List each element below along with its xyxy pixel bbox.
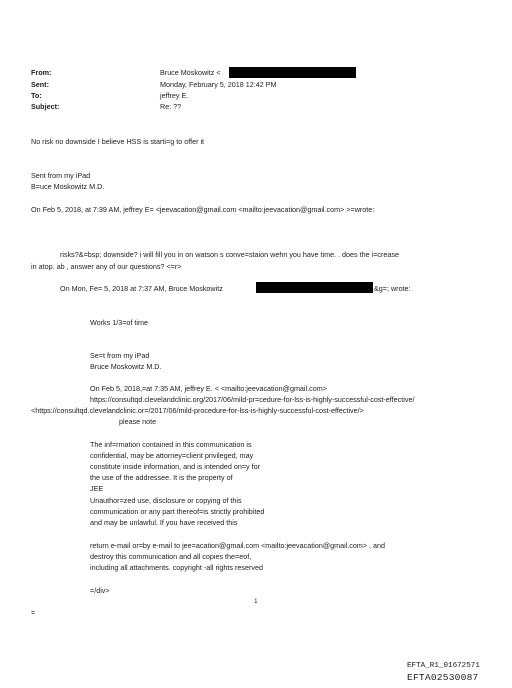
please-note-line: please note (119, 417, 157, 426)
to-value: jeffrey E. (160, 91, 189, 100)
disclaimer-line: and may be unlawful. If you have received this (90, 518, 238, 527)
quote2-header-right: &g=; wrote: (374, 284, 411, 293)
quote1-line2: in atop. ab , answer any of our questions? <=r> (31, 262, 182, 271)
disclaimer-line: JEE (90, 484, 104, 493)
return-line: destroy this communication and all copies the=eof, (90, 552, 252, 561)
to-label: To: (31, 91, 42, 100)
subject-value: Re: ?? (160, 102, 182, 111)
body-main-line: No risk no downside I believe HSS is starti=g to offer it (31, 137, 205, 146)
sent-value: Monday, February 5, 2018 12:42 PM (160, 80, 277, 89)
quote3-url-2: <https://consultqd.clevelandclinic.or=/2017/06/mild-procedure-for-lss-is-highly-successful-cost-effective/> (31, 406, 364, 415)
from-label: From: (31, 68, 52, 77)
div-close-line: =/div> (90, 586, 110, 595)
from-value: Bruce Moskowitz < (160, 68, 221, 77)
disclaimer-line: communication or any part thereof=is strictly prohibited (90, 507, 265, 516)
disclaimer-line: Unauthor=zed use, disclosure or copying of this (90, 496, 242, 505)
quote1-header: On Feb 5, 2018, at 7:39 AM, jeffrey E= <jeevacation@gmail.com <mailto:jeevacation@gmail.com> >=wrote: (31, 205, 375, 214)
bates-number-small: EFTA_R1_01672571 (407, 662, 480, 670)
works-line: Works 1/3=of time (90, 318, 148, 327)
page-number: 1 (254, 598, 258, 605)
disclaimer-line: The inf=rmation contained in this communication is (90, 440, 252, 449)
sent-label: Sent: (31, 80, 49, 89)
quote2-header-left: On Mon, Fe= 5, 2018 at 7:37 AM, Bruce Moskowitz (60, 284, 223, 293)
signature-line-2: Bruce Moskowitz M.D. (90, 362, 162, 371)
sent-from-line-2: Se=t from my iPad (90, 351, 150, 360)
return-line: including all attachments. copyright -all rights reserved (90, 563, 263, 572)
disclaimer-line: constitute inside information, and is intended on=y for (90, 462, 261, 471)
disclaimer-line: confidential, may be attorney=client privileged, may (90, 451, 254, 460)
disclaimer-line: the use of the addressee. It is the property of (90, 473, 233, 482)
quote1-line1: risks?&=bsp; downside? i will fill you in on watson s conve=staion wehn you have time. . does the i=crease (60, 250, 399, 259)
redaction-block (229, 67, 356, 78)
return-line: return e-mail or=by e-mail to jee=acation@gmail.com <mailto:jeevacation@gmail.com> , and (90, 541, 386, 550)
stray-mark: = (31, 608, 36, 617)
signature-line: B=uce Moskowitz M.D. (31, 182, 105, 191)
sent-from-line: Sent from my iPad (31, 171, 91, 180)
redaction-block (256, 282, 373, 293)
subject-label: Subject: (31, 102, 60, 111)
bates-number-large: EFTA02530087 (407, 672, 479, 683)
quote3-header: On Feb 5, 2018,=at 7:35 AM, jeffrey E. < <mailto:jeevacation@gmail.com> (90, 384, 327, 393)
quote3-url-1: https://consultqd.clevelandclinic.org/2017/06/mild-pr=cedure-for-lss-is-highly-successful-cost-effective/ (90, 395, 415, 404)
